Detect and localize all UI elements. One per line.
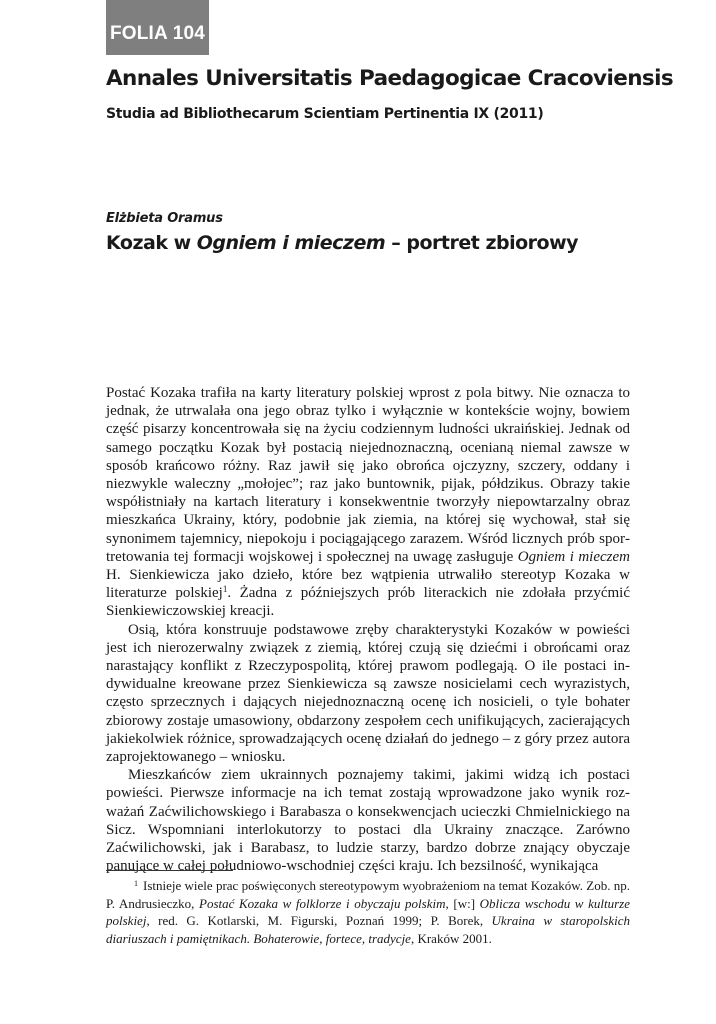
journal-title: Annales Universitatis Paedagogicae Cracoviensis [106, 66, 674, 91]
paragraph [106, 384, 630, 621]
title-italic-part: Ogniem i mieczem [196, 232, 386, 254]
article-body [106, 384, 630, 875]
footnote-number: 1 [134, 879, 138, 888]
folia-badge: FOLIA 104 [106, 0, 209, 55]
text-run: H. Sienkiewicza jako dzieło, które bez wątpienia utrwaliło stereotyp Kozaka w literaturze polskiej [106, 567, 630, 602]
article-title [106, 232, 666, 254]
footnote [106, 877, 630, 947]
text-run: , [w:] [445, 895, 480, 911]
italic-run: Postać Kozaka w folklorze i obyczaju polskim [199, 895, 446, 911]
text-run: , red. G. Kotlarski, M. Figurski, Poznań 1999; P. Borek, [146, 913, 492, 928]
footnote-divider [106, 870, 233, 871]
article-author: Elżbieta Oramus [106, 211, 223, 226]
title-part: – portret zbiorowy [385, 232, 579, 254]
italic-run: Ukraina w staropolskich diariuszach i pamiętnikach. Bohaterowie, fortece, tradycje [106, 913, 630, 946]
series-title: Studia ad Bibliothecarum Scientiam Pertinentia IX (2011) [106, 106, 544, 122]
title-part: Kozak w [106, 232, 197, 254]
text-run: Postać Kozaka trafiła na karty literatury polskiej wprost z pola bitwy. Nie oznacza to jednak, że utrwalała ona jego obraz tylko i wyłącznie w kontekście wojny, bowiem część pisarzy koncentrowała się na życiu codziennym ludności ukraińskiej. Jednak od samego początku Kozak był postacią niejednoznaczną, ocenianą niemal zawsze w sposób krańcowo różny. Raz jawił się jako obrońca ojczyzny, szczery, oddany i niezwykle waleczny „mołojec”; raz jako buntownik, pijak, półdzikus. Obrazy takie współistniały na kartach literatury i konsekwentnie tworzyły niepowtarzalny obraz mieszkańca Ukrainy, który, podobnie jak ziemia, na której się wychował, stał się synonimem tajemnicy, niepokoju i pociągającego zarazem. Wśród licznych prób sportretowania tej formacji wojskowej i społecznej na uwagę zasługuje [106, 385, 630, 565]
footnote-ref[interactable]: 1 [222, 584, 228, 595]
paragraph: Mieszkańców ziem ukrainnych poznajemy takimi, jakimi widzą ich postaci powieści. Pierwsze informacje na ich temat zostają wprowadzone jako wynik rozważań Zaćwilichowskiego i Barabasza o konsekwencjach ucieczki Chmielnickiego na Sicz. Wspomniani interlokutorzy to postaci dla Ukrainy znaczące. Zarówno Zaćwilichowski, jak i Barabasz, to ludzie starzy, bardzo dobrze znający obyczaje panujące w całej południowo-wschodniej części kraju. Ich bezsilność, wynikająca [106, 767, 630, 875]
paragraph: Osią, która konstruuje podstawowe zręby charakterystyki Kozaków w powieści jest ich nierozerwalny związek z ziemią, której czują się dziećmi i obrońcami oraz narastający konflikt z Rzeczypospolitą, której prawom podlegają. O ile postaci indywidualne kreowane przez Sienkiewicza są zawsze nosicielami cech wyrazistych, często sprzecznych i dających niejednoznaczną ocenę ich nosicieli, o tyle bohater zbiorowy zostaje umasowiony, obdarzony zespołem cech unifikujących, zacierających jakiekolwiek różnice, sprowadzających ocenę działań do jednego – z góry przez autora zaprojektowanego – wniosku. [106, 621, 630, 766]
text-run: Istnieje wiele prac poświęconych stereotypowym wyobrażeniom na temat Kozaków. Zob. np. P. Andrusieczko, [106, 878, 630, 911]
text-run: , Kraków 2001. [410, 930, 492, 946]
footnotes [106, 877, 630, 947]
italic-run: Ogniem i mieczem [517, 548, 630, 565]
text-run: . Żadna z późniejszych prób literackich nie zdołała przyćmić Sienkiewiczowskiej kreacji. [106, 585, 630, 620]
italic-run: Oblicza wschodu w kulturze polskiej [106, 895, 630, 928]
